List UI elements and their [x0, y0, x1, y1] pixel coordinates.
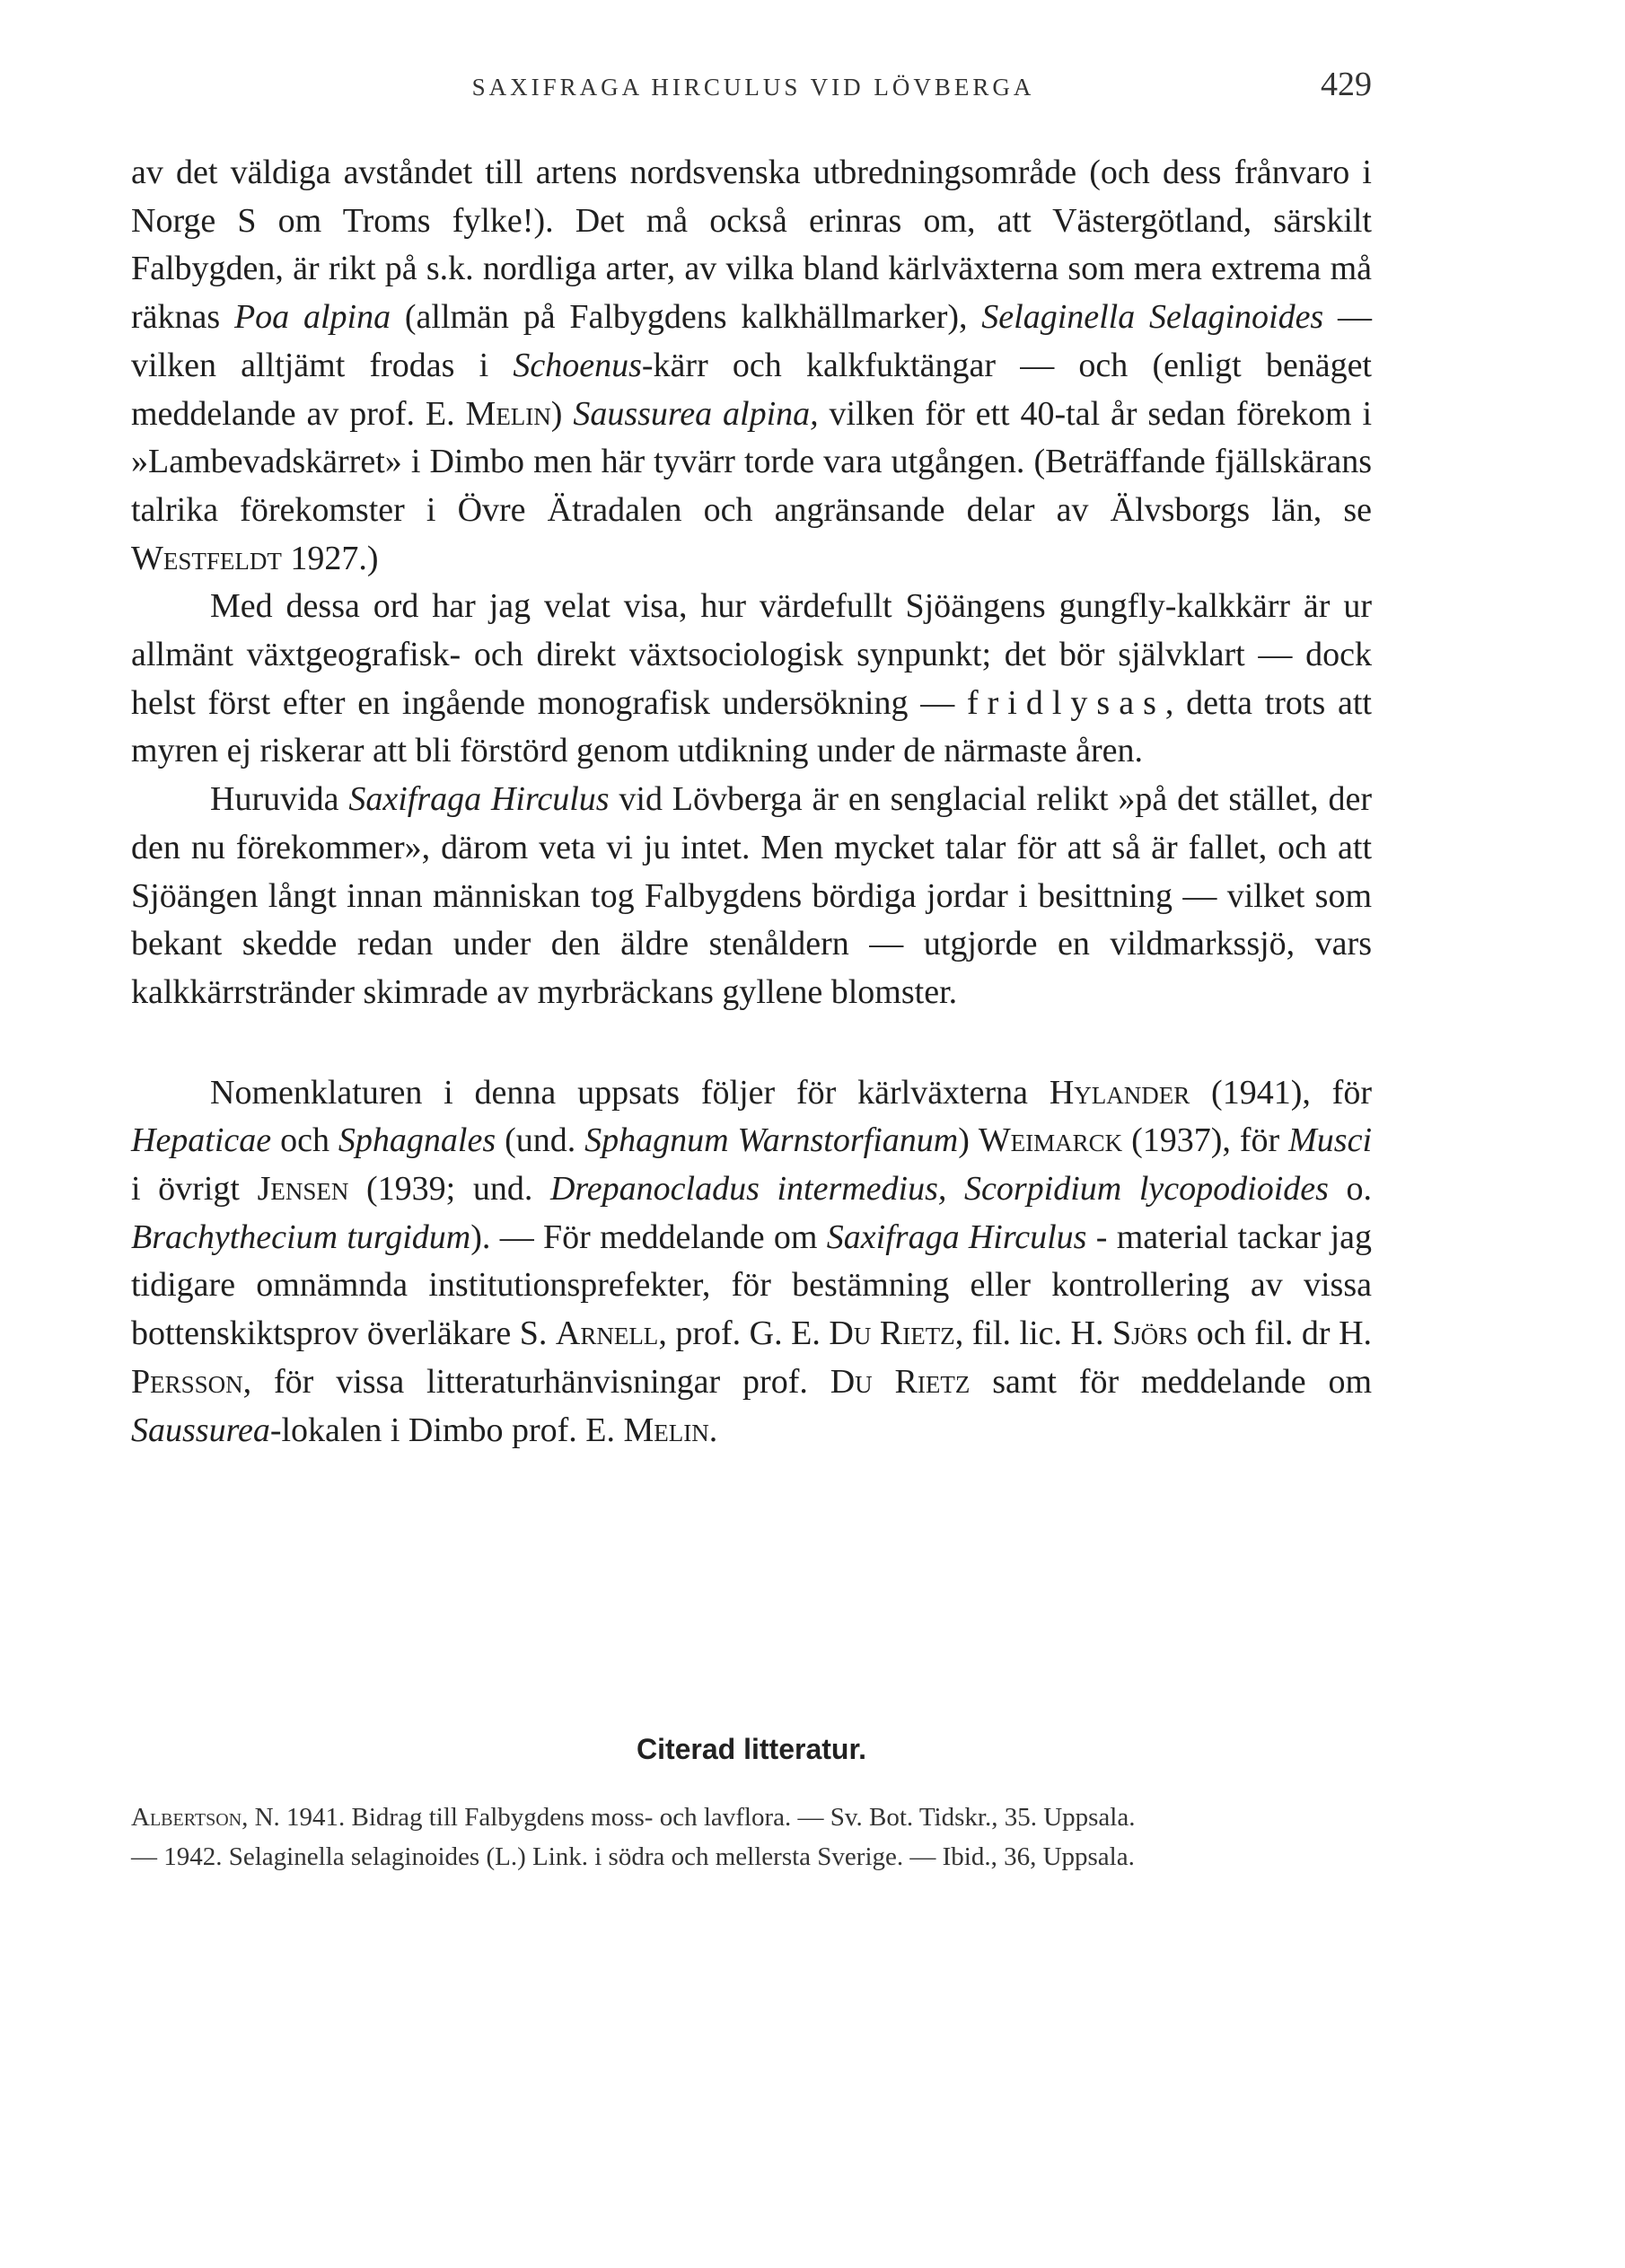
text-run: , prof. G. E. — [658, 1314, 830, 1353]
text-run: Nomenklaturen i denna uppsats följer för kärlväxterna — [210, 1073, 1050, 1112]
text-run: i övrigt — [131, 1170, 258, 1209]
text-run: — vilken alltjämt frodas i — [131, 298, 1372, 384]
text-run: Huruvida — [210, 780, 349, 819]
text-run: ) — [550, 394, 574, 433]
text-run: , detta trots att myren ej riskerar att bli förstörd genom utdikning under de närmaste åren. — [131, 683, 1372, 770]
author-name: Melin — [623, 1411, 709, 1449]
text-run: , fil. lic. H. — [954, 1314, 1112, 1353]
species-name: Sphagnum Warnstorfianum — [584, 1121, 959, 1160]
species-name: Poa alpina — [233, 298, 391, 337]
species-name: Saussurea alpina, — [573, 394, 819, 433]
text-run: och fil. dr H. — [1188, 1314, 1373, 1353]
taxon-name: Musci — [1288, 1121, 1373, 1160]
text-run: och — [271, 1121, 338, 1160]
author-name: Westfeldt — [131, 539, 282, 577]
text-run: samt för meddelande om — [970, 1362, 1372, 1401]
text-run: o. — [1328, 1170, 1373, 1209]
author-name: Arnell — [555, 1314, 659, 1353]
text-run: (allmän på Falbygdens kalkhällmarker), — [391, 298, 982, 337]
text-run: (1939; und. — [348, 1170, 550, 1209]
species-name: Schoenus — [513, 346, 642, 384]
text-run: (1941), för — [1190, 1073, 1372, 1112]
paragraph-nomenclature — [131, 1069, 1372, 1455]
text-run: -lokalen i Dimbo prof. E. — [269, 1411, 624, 1449]
paragraph-3 — [131, 776, 1372, 1017]
author-name: Albertson — [131, 1803, 242, 1832]
species-name: Saussurea — [131, 1411, 270, 1449]
author-name: Sjörs — [1112, 1314, 1189, 1353]
species-name: Brachythecium turgidum — [131, 1218, 471, 1256]
text-run: Med dessa ord har jag velat visa, hur värdefullt Sjöängens gungfly-kalkkärr är ur allmänt växtgeografisk- och direkt växtsociologisk synpunkt; det bör självklart — dock helst först efter en ingående monografisk undersökning — — [131, 587, 1372, 722]
text-run: av det väldiga avståndet till artens nordsvenska utbredningsområde (och dess frånvaro i Norge S om Troms fylke!). Det må också erinras om, att Västergötland, särskilt Falbygden, är rikt på s.k. nordliga arter, av vilka bland kärlväxterna som mera extrema må räknas — [131, 154, 1372, 337]
taxon-name: Hepaticae — [131, 1121, 272, 1160]
body-text — [131, 149, 1372, 1455]
author-name: Du Rietz — [830, 1362, 971, 1401]
text-run: vid Lövberga är en senglacial relikt »på det stället, der den nu förekommer», därom veta vi ju intet. Men mycket talar för att så är fallet, och att Sjöängen långt innan människan tog Falbygdens bördiga jordar i besittning — vilket som bekant skedde redan under den äldre stenåldern — utgjorde en vildmarkssjö, vars kalkkärrstränder skimrade av myrbräckans gyllene blomster. — [131, 780, 1372, 1011]
reference-list — [131, 1798, 1372, 1877]
text-run: . — [708, 1411, 718, 1449]
paragraph-2 — [131, 583, 1372, 776]
reference-text: , N. 1941. Bidrag till Falbygdens moss- och lavflora. — Sv. Bot. Tidskr., 35. Uppsala. — [242, 1803, 1136, 1832]
author-name: Melin — [465, 394, 551, 433]
text-run: (1937), för — [1122, 1121, 1289, 1160]
author-name: Du Rietz — [829, 1314, 955, 1353]
species-name: Saxifraga Hirculus — [826, 1218, 1087, 1256]
author-name: Jensen — [257, 1170, 349, 1209]
running-head — [135, 65, 1372, 110]
text-run: , för vissa litteraturhänvisningar prof. — [242, 1362, 830, 1401]
text-run: (und. — [496, 1121, 585, 1160]
species-name: Selaginella Selaginoides — [981, 298, 1324, 337]
text-run: 1927.) — [281, 539, 379, 577]
author-name: Persson — [131, 1362, 243, 1401]
text-run: ). — För meddelande om — [470, 1218, 827, 1256]
reference-text: — 1942. Selaginella selaginoides (L.) Link. i södra och mellersta Sverige. — Ibid., 36, Uppsala. — [131, 1842, 1135, 1871]
page-number: 429 — [1321, 66, 1372, 103]
species-name: Saxifraga Hirculus — [348, 780, 610, 819]
taxon-name: Sphagnales — [338, 1121, 496, 1160]
text-run: ) — [958, 1121, 979, 1160]
reference-item — [131, 1798, 1372, 1837]
literature-heading: Citerad litteratur. — [636, 1733, 867, 1765]
author-name: Weimarck — [978, 1121, 1123, 1160]
text-run: vilken för ett 40-tal år sedan förekom i »Lambevadskärret» i Dimbo men här tyvärr torde vara utgången. (Beträffande fjällskärans talrika förekomster i Övre Ätradalen och angränsande delar av Älvsborgs län, se — [131, 394, 1373, 529]
text-run: -kärr och kalkfuktängar — och (enligt benäget meddelande av prof. E. — [131, 346, 1372, 433]
author-name: Hylander — [1049, 1073, 1190, 1112]
reference-item — [131, 1837, 1372, 1877]
paragraph-1 — [131, 149, 1372, 583]
species-name: Drepanocladus intermedius, Scorpidium lycopodioides — [549, 1170, 1329, 1209]
spaced-emphasis: fridlysas — [966, 683, 1165, 722]
text-run: - material tackar jag tidigare omnämnda institutionsprefekter, för bestämning eller kontrollering av vissa bottenskiktsprov överläkare S. — [131, 1218, 1372, 1353]
running-title: SAXIFRAGA HIRCULUS VID LÖVBERGA — [471, 74, 1035, 101]
